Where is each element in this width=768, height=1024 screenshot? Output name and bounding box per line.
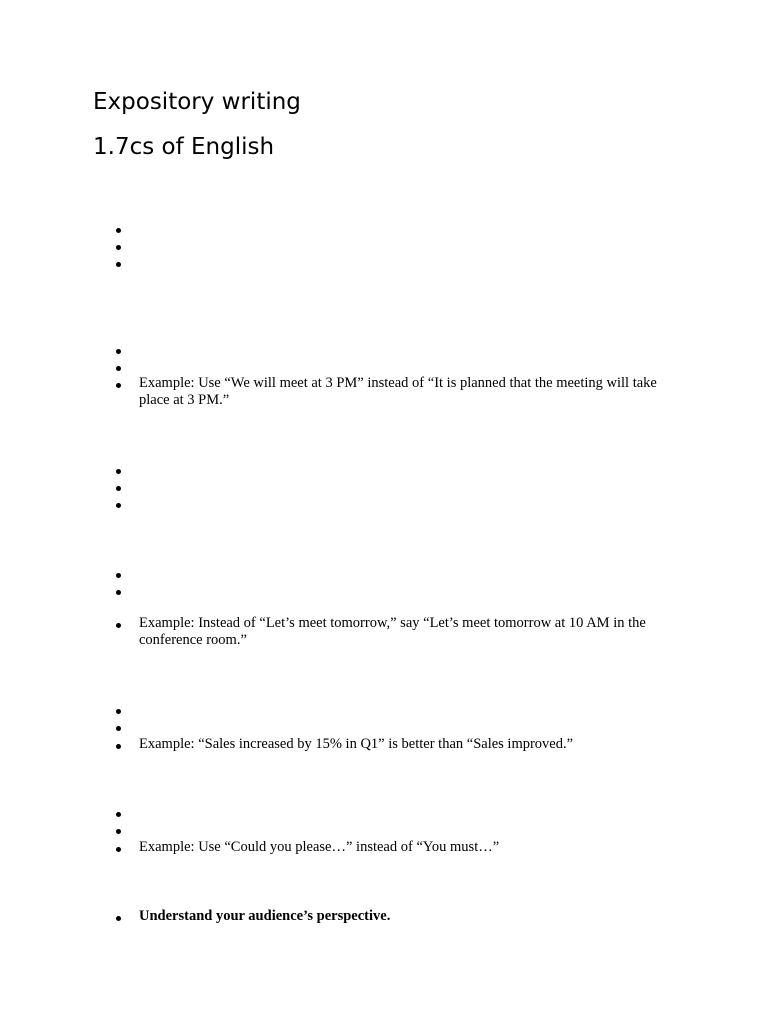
bullet-icon [116, 709, 121, 714]
bullet-icon [116, 726, 121, 731]
bullet-icon [116, 245, 121, 250]
bullet-icon [116, 503, 121, 508]
bullet-icon [116, 916, 121, 921]
bullet-icon [116, 469, 121, 474]
bullet-icon [116, 486, 121, 491]
bullet-icon [116, 573, 121, 578]
bullet-icon [116, 228, 121, 233]
bullet-icon [116, 744, 121, 749]
bullet-icon [116, 262, 121, 267]
bullet-icon [116, 829, 121, 834]
bullet-icon [116, 590, 121, 595]
bullet-icon [116, 349, 121, 354]
bullet-icon [116, 366, 121, 371]
bullet-icon [116, 383, 121, 388]
bullet-icon [116, 847, 121, 852]
document-title: Expository writing [93, 89, 301, 115]
bullet-icon [116, 812, 121, 817]
document-subtitle: 1.7cs of English [93, 134, 275, 160]
bullet-icon [116, 623, 121, 628]
